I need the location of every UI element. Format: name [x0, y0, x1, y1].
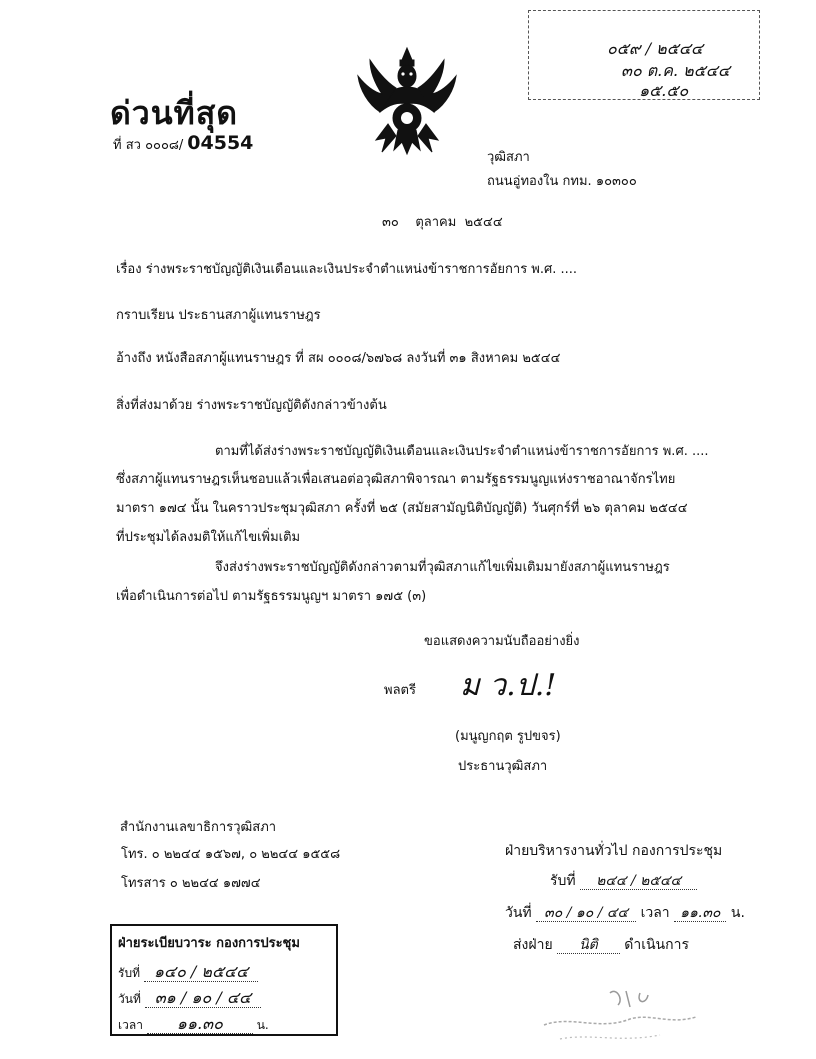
closing-phrase: ขอแสดงความนับถืออย่างยิ่ง	[424, 634, 580, 649]
register-time-row	[118, 1012, 269, 1037]
body-line: ที่ประชุมได้ลงมติให้แก้ไขเพิ่มเติม	[116, 530, 301, 545]
signer-name: (มนูญกฤต รูปขจร)	[455, 729, 561, 744]
stamp-send-label: ส่งฝ่าย	[513, 937, 553, 953]
receive-stamp	[505, 840, 765, 990]
ref-number: 04554	[187, 132, 254, 154]
letter-date: ๓๐ ตุลาคม ๒๕๔๔	[382, 215, 503, 230]
body-line: ตามที่ได้ส่งร่างพระราชบัญญัติเงินเดือนและเงินประจำตำแหน่งข้าราชการอัยการ พ.ศ. ....	[215, 444, 709, 459]
register-date-value: ๓๑ / ๑๐ / ๔๔	[145, 988, 261, 1008]
reference-line: อ้างถึง หนังสือสภาผู้แทนราษฎร ที่ สผ ๐๐๐๘/๖๗๖๘ ลงวันที่ ๓๑ สิงหาคม ๒๕๔๔	[116, 351, 561, 366]
signer-rank: พลตรี	[384, 683, 416, 698]
register-date-label: วันที่	[118, 992, 141, 1006]
office-name: สำนักงานเลขาธิการวุฒิสภา	[120, 820, 277, 835]
handwritten-signature: ม ว.ป.!	[460, 668, 557, 703]
stamp-action-label: ดำเนินการ	[624, 937, 689, 953]
urgency-heading: ด่วนที่สุด	[110, 94, 239, 132]
register-received-value: ๑๔๐ / ๒๕๔๔	[144, 962, 258, 982]
register-stamp-title: ฝ่ายระเบียบวาระ กองการประชุม	[118, 936, 300, 951]
office-fax: โทรสาร ๐ ๒๒๔๔ ๑๗๗๔	[121, 876, 261, 891]
register-stamp	[110, 924, 338, 1036]
subject-line: เรื่อง ร่างพระราชบัญญัติเงินเดือนและเงินประจำตำแหน่งข้าราชการอัยการ พ.ศ. ....	[116, 262, 578, 277]
stamp-received-row	[550, 870, 697, 892]
ref-prefix: ที่ สว ๐๐๐๘/	[113, 138, 184, 153]
stamp-time-unit: น.	[730, 905, 745, 921]
addressee-line: กราบเรียน ประธานสภาผู้แทนราษฎร	[116, 308, 321, 323]
stamp-received-label: รับที่	[550, 873, 576, 889]
register-time-unit: น.	[256, 1018, 269, 1032]
register-date-row	[118, 986, 261, 1011]
reference-number	[113, 132, 253, 155]
stamp-top-line3: ๑๕.๕๐	[639, 81, 689, 100]
stamp-top-line2: ๓๐ ต.ค. ๒๕๔๔	[621, 61, 731, 80]
top-receive-stamp	[528, 10, 760, 100]
body-line: ซึ่งสภาผู้แทนราษฎรเห็นชอบแล้วเพื่อเสนอต่อวุฒิสภาพิจารณา ตามรัฐธรรมนูญแห่งราชอาณาจักรไทย	[116, 472, 676, 487]
stamp-send-value: นิติ	[557, 937, 620, 954]
stamp-time-label: เวลา	[640, 905, 670, 921]
stamp-time-value: ๑๑.๓๐	[674, 905, 726, 922]
body-line: เพื่อดำเนินการต่อไป ตามรัฐธรรมนูญฯ มาตรา ๑๗๕ (๓)	[116, 589, 427, 604]
register-time-label: เวลา	[118, 1018, 143, 1032]
garuda-emblem-icon	[352, 42, 462, 161]
sender-org: วุฒิสภา	[487, 150, 530, 165]
faint-initials-mark	[540, 985, 700, 1045]
stamp-date-row	[505, 902, 745, 924]
register-time-value: ๑๑.๓๐	[147, 1014, 253, 1034]
stamp-received-value: ๒๔๔ / ๒๕๔๔	[580, 873, 697, 890]
body-line: มาตรา ๑๗๔ นั้น ในคราวประชุมวุฒิสภา ครั้งที่ ๒๕ (สมัยสามัญนิติบัญญัติ) วันศุกร์ที่ ๒๖ ตุลาคม ๒๕๔๔	[116, 501, 688, 516]
register-received-row	[118, 960, 258, 985]
body-line: จึงส่งร่างพระราชบัญญัติดังกล่าวตามที่วุฒิสภาแก้ไขเพิ่มเติมมายังสภาผู้แทนราษฎร	[215, 560, 670, 575]
office-phone: โทร. ๐ ๒๒๔๔ ๑๕๖๗, ๐ ๒๒๔๔ ๑๕๕๘	[121, 847, 341, 862]
enclosure-line: สิ่งที่ส่งมาด้วย ร่างพระราชบัญญัติดังกล่าวข้างต้น	[116, 398, 387, 413]
sender-address: ถนนอู่ทองใน กทม. ๑๐๓๐๐	[487, 174, 637, 189]
stamp-date-value: ๓๐ / ๑๐ / ๔๔	[536, 905, 636, 922]
stamp-send-row	[513, 934, 689, 956]
stamp-top-line1: ๐๕๙ / ๒๕๔๔	[607, 39, 704, 58]
stamp-date-label: วันที่	[505, 905, 532, 921]
register-received-label: รับที่	[118, 966, 140, 980]
stamp-title: ฝ่ายบริหารงานทั่วไป กองการประชุม	[505, 843, 723, 859]
signer-position: ประธานวุฒิสภา	[458, 759, 548, 774]
